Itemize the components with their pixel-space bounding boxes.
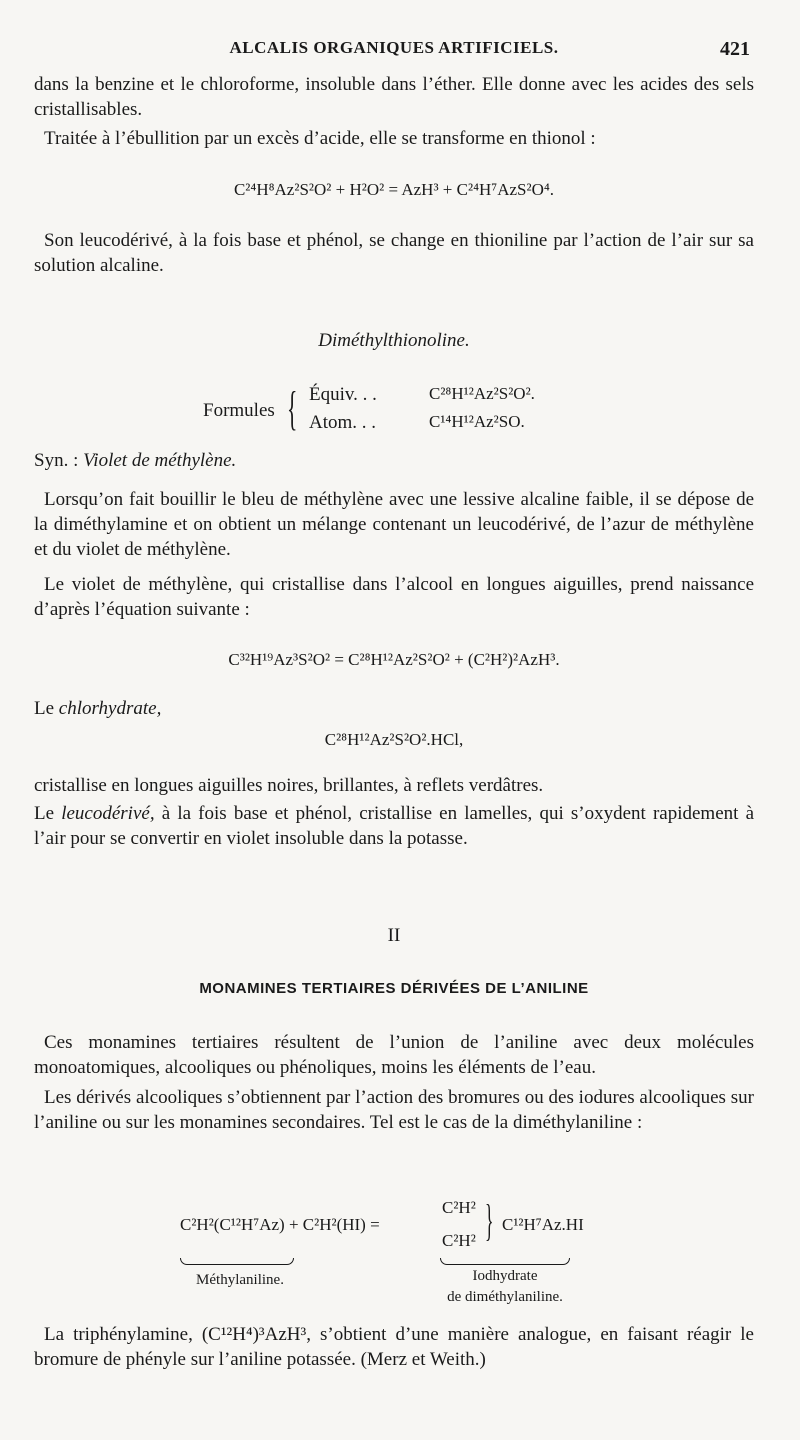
paragraph-9: Ces monamines tertiaires résultent de l’union de l’aniline avec deux molécules monoatomiques, alcooliques ou phénoliques, moins les éléments de l’eau.: [34, 1032, 754, 1078]
equation-2: C³²H¹⁹Az³S²O² = C²⁸H¹²Az²S²O² + (C²H²)²AzH³.: [228, 650, 560, 669]
eq4-bottom: C²H²: [442, 1231, 476, 1250]
formula-equiv-value: C²⁸H¹²Az²S²O².: [429, 384, 535, 403]
section-title: MONAMINES TERTIAIRES DÉRIVÉES DE L’ANILINE: [199, 980, 589, 997]
eq4-left: C²H²(C¹²H⁷Az) + C²H²(HI) =: [180, 1215, 380, 1234]
paragraph-1: dans la benzine et le chloroforme, insoluble dans l’éther. Elle donne avec les acides des sels cristallisables.: [34, 74, 754, 120]
compound-title: Diméthylthionoline.: [318, 330, 470, 351]
paragraph-6: [34, 696, 754, 721]
underbrace-left: [180, 1258, 294, 1265]
paragraph-7: cristallise en longues aiguilles noires, brillantes, à reflets verdâtres.: [34, 775, 544, 796]
running-header: [38, 38, 750, 62]
formulas-label: Formules: [203, 400, 275, 421]
paragraph-2: Traitée à l’ébullition par un excès d’acide, elle se transforme en thionol :: [44, 128, 596, 149]
caption-methylaniline: Méthylaniline.: [196, 1272, 284, 1288]
p6-prefix: Le: [34, 698, 55, 719]
eq4-right: C¹²H⁷Az.HI: [502, 1215, 584, 1234]
equation-1: C²⁴H⁸Az²S²O² + H²O² = AzH³ + C²⁴H⁷AzS²O⁴.: [233, 180, 555, 199]
p8-rest: à la fois base et phénol, cristallise en lamelles, qui s’oxydent rapidement à l’air pour se convertir en violet insoluble dans la potasse.: [34, 803, 755, 849]
p8-prefix: Le: [34, 803, 55, 824]
underbrace-right: [440, 1258, 570, 1265]
section-number: II: [387, 925, 401, 946]
p8-italic: leucodérivé,: [61, 803, 155, 824]
formula-atom: [309, 412, 525, 434]
paragraph-5: Le violet de méthylène, qui cristallise dans l’alcool en longues aiguilles, prend naissance d’après l’équation suivante :: [34, 574, 754, 620]
brace: {: [287, 382, 298, 435]
equation-4: [180, 1195, 780, 1255]
formula-atom-value: C¹⁴H¹²Az²SO.: [429, 412, 525, 431]
eq4-brace: }: [485, 1196, 494, 1245]
running-title: ALCALIS ORGANIQUES ARTIFICIELS.: [229, 38, 559, 57]
p6-italic: chlorhydrate,: [58, 698, 162, 719]
paragraph-10: Les dérivés alcooliques s’obtiennent par l’action des bromures ou des iodures alcooliques sur l’aniline ou sur les monamines secondaires. Tel est le cas de la diméthylaniline :: [34, 1087, 754, 1133]
equation-3: C²⁸H¹²Az²S²O².HCl,: [324, 730, 464, 749]
formulas-block: [203, 380, 603, 450]
paragraph-8: [34, 801, 754, 851]
synonym-line: [34, 448, 754, 473]
page-number: 421: [720, 38, 750, 60]
paragraph-4: Lorsqu’on fait bouillir le bleu de méthylène avec une lessive alcaline faible, il se dépose de la diméthylamine et on obtient un mélange contenant un leucodérivé, de l’azur de méthylène et du violet de méthylène.: [34, 489, 754, 560]
formula-atom-label: Atom. . .: [309, 412, 377, 433]
eq4-top: C²H²: [442, 1198, 476, 1217]
synonym-value: Violet de méthylène.: [83, 450, 237, 471]
formula-equiv-label: Équiv. . .: [309, 384, 377, 405]
formula-equiv: [309, 384, 535, 406]
paragraph-11: La triphénylamine, (C¹²H⁴)³AzH³, s’obtient d’une manière analogue, en faisant réagir le bromure de phényle sur l’aniline potassée. (Merz et Weith.): [34, 1324, 754, 1370]
synonym-label: Syn. :: [34, 450, 79, 471]
caption-iodhydrate: Iodhydrate: [472, 1268, 538, 1284]
caption-dimethylaniline: de diméthylaniline.: [447, 1289, 563, 1305]
paragraph-3: Son leucodérivé, à la fois base et phénol, se change en thioniline par l’action de l’air sur sa solution alcaline.: [34, 230, 754, 276]
